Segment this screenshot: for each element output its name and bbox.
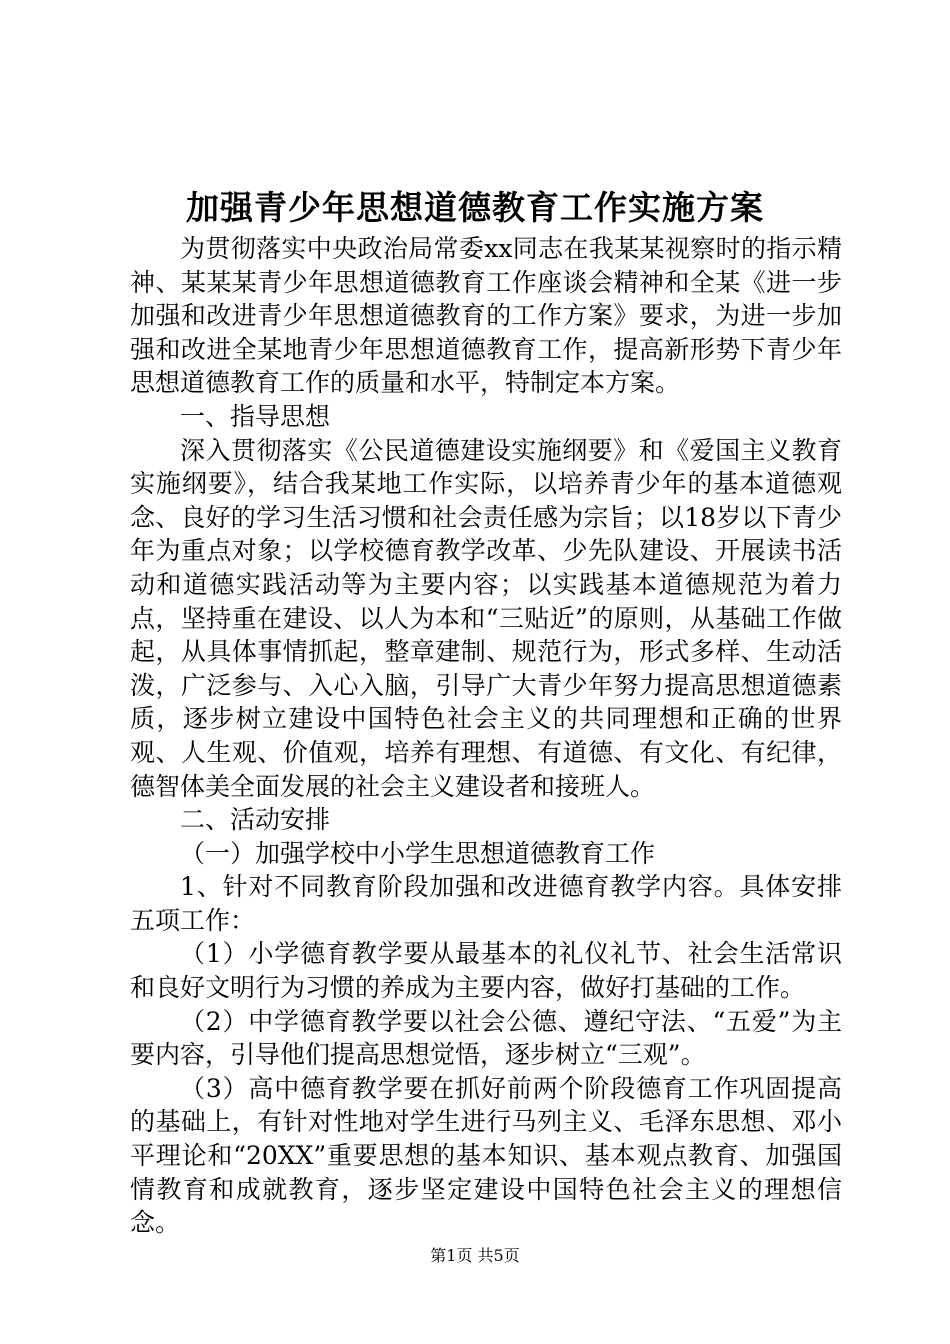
intro-paragraph: 为贯彻落实中央政治局常委xx同志在我某某视察时的指示精神、某某某青少年思想道德教育工作座谈会精神和全某《进一步加强和改进青少年思想道德教育的工作方案》要求，为进一步加强和改进全某地青少年思想道德教育工作，提高新形势下青少年思想道德教育工作的质量和水平，特制定本方案。 [130, 234, 842, 398]
item-1-1-paragraph: （1）小学德育教学要从最基本的礼仪礼节、社会生活常识和良好文明行为习惯的养成为主要内容，做好打基础的工作。 [130, 939, 842, 1003]
item-1-3-paragraph: （3）高中德育教学要在抓好前两个阶段德育工作巩固提高的基础上，有针对性地对学生进行马列主义、毛泽东思想、邓小平理论和“20XX”重要思想的基本知识、基本观点教育、加强国情教育和成就教育，逐步坚定建设中国特色社会主义的理想信念。 [130, 1073, 842, 1238]
document-body [130, 232, 842, 1240]
item-1-2-paragraph: （2）中学德育教学要以社会公德、遵纪守法、“五爱”为主要内容，引导他们提高思想觉悟，逐步树立“三观”。 [130, 1006, 842, 1070]
section-heading-guiding-ideology: 一、指导思想 [180, 401, 331, 431]
guiding-ideology-paragraph: 深入贯彻落实《公民道德建设实施纲要》和《爱国主义教育实施纲要》，结合我某地工作实际，以培养青少年的基本道德观念、良好的学习生活习惯和社会责任感为宗旨；以18岁以下青少年为重点对象；以学校德育教学改革、少先队建设、开展读书活动和道德实践活动等为主要内容；以实践基本道德规范为着力点，坚持重在建设、以人为本和“三贴近”的原则，从基础工作做起，从具体事情抓起，整章建制、规范行为，形式多样、生动活泼，广泛参与、入心入脑，引导广大青少年努力提高思想道德素质，逐步树立建设中国特色社会主义的共同理想和正确的世界观、人生观、价值观，培养有理想、有道德、有文化、有纪律，德智体美全面发展的社会主义建设者和接班人。 [130, 435, 842, 801]
item-1-paragraph: 1、针对不同教育阶段加强和改进德育教学内容。具体安排五项工作： [130, 872, 842, 935]
page-title: 加强青少年思想道德教育工作实施方案 [186, 188, 764, 227]
subsection-heading-school-education: （一）加强学校中小学生思想道德教育工作 [180, 838, 656, 868]
section-heading-activities: 二、活动安排 [180, 805, 331, 835]
page-footer: 第1页 共5页 [430, 1246, 520, 1265]
